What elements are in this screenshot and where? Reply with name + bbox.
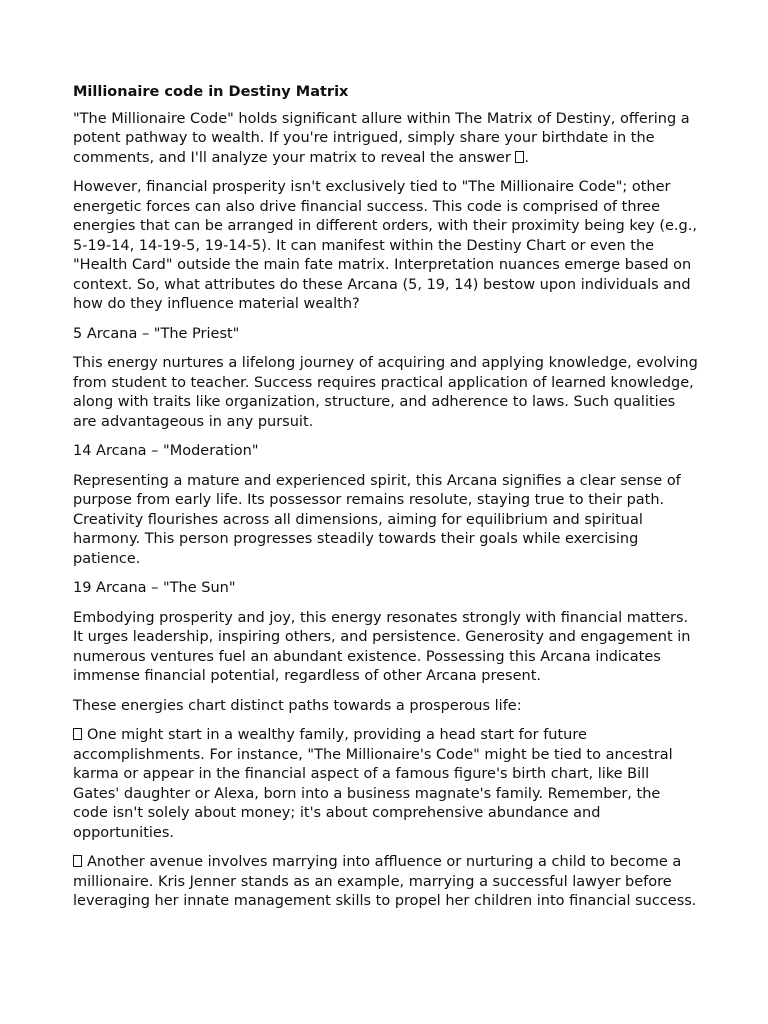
path-item [73,726,698,843]
section-heading-moderation: 14 Arcana – "Moderation" [73,443,259,459]
intro-end: . [524,149,530,166]
intro-paragraph [73,110,698,169]
overview-paragraph: However, financial prosperity isn't exclusively tied to "The Millionaire Code"; other energetic forces can also drive financial success. This code is comprised of three energies that can be arranged in different orders, with their proximity being key (e.g., 5-19-14, 14-19-5, 19-14-5). It can manifest within the Destiny Chart or even the "Health Card" outside the main fate matrix. Interpretation nuances emerge based on context. So, what attributes do these Arcana (5, 19, 14) bestow upon individuals and how do they influence material wealth? [73,179,697,312]
path-text: Another avenue involves marrying into affluence or nurturing a child to become a millionaire. Kris Jenner stands as an example, marrying a successful lawyer before leveraging her innate management skills to propel her children into financial success. [73,854,697,909]
section-heading-priest: 5 Arcana – "The Priest" [73,325,240,342]
section-heading-sun: 19 Arcana – "The Sun" [73,580,236,596]
document-title: Millionaire code in Destiny Matrix [73,84,349,100]
missing-glyph-icon [73,728,82,740]
section-text-priest: This energy nurtures a lifelong journey of acquiring and applying knowledge, evolving from student to teacher. Success requires practical application of learned knowledge, along with traits like organization, structure, and adherence to laws. Such qualities are advantageous in any pursuit. [73,355,698,430]
path-item [73,853,698,912]
document-page [73,83,698,922]
paths-intro: These energies chart distinct paths towards a prosperous life: [73,697,522,714]
missing-glyph-icon [73,855,82,867]
intro-text: "The Millionaire Code" holds significant allure within The Matrix of Destiny, offering a potent pathway to wealth. If you're intrigued, simply share your birthdate in the comments, and I'll analyze your matrix to reveal the answer [73,110,690,166]
path-text: One might start in a wealthy family, providing a head start for future accomplishments. For instance, "The Millionaire's Code" might be tied to ancestral karma or appear in the financial aspect of a famous figure's birth chart, like Bill Gates' daughter or Alexa, born into a business magnate's family. Remember, the code isn't solely about money; it's about comprehensive abundance and opportunities. [73,727,673,841]
section-text-sun: Embodying prosperity and joy, this energy resonates strongly with financial matters. It urges leadership, inspiring others, and persistence. Generosity and engagement in numerous ventures fuel an abundant existence. Possessing this Arcana indicates immense financial potential, regardless of other Arcana present. [73,609,691,684]
section-text-moderation: Representing a mature and experienced spirit, this Arcana signifies a clear sense of purpose from early life. Its possessor remains resolute, staying true to their path. Creativity flourishes across all dimensions, aiming for equilibrium and spiritual harmony. This person progresses steadily towards their goals while exercising patience. [73,472,681,567]
